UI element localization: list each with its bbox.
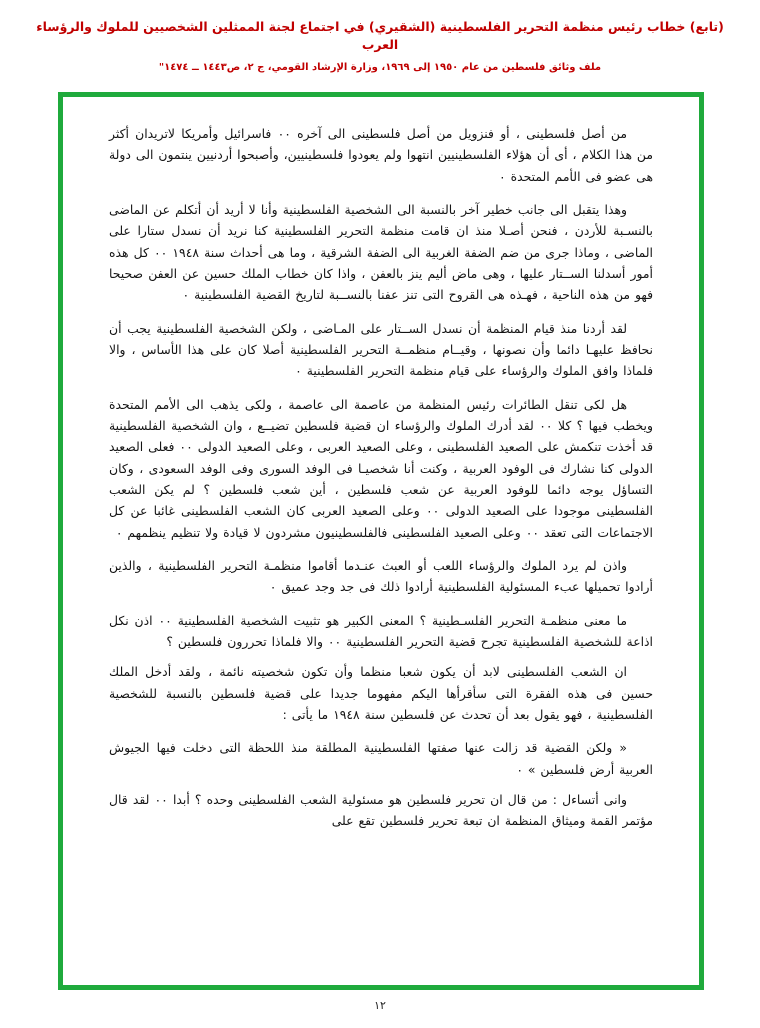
scanned-text-body	[63, 97, 699, 985]
page-header	[0, 0, 760, 75]
paragraph: لقد أردنا منذ قيام المنظمة أن نسدل الســتار على المـاضى ، ولكن الشخصية الفلسطينية يجب أن نحافظ عليهـا دائما وأن نصونها ، وقيــام منظمــة التحرير الفلسطينية أصلا كان على هذا الأساس ، والا فلماذا وافق الملوك والرؤساء على قيام منظمة التحرير الفلسطينية ٠	[109, 320, 653, 379]
paragraph: ان الشعب الفلسطينى لابد أن يكون شعبا منظما وأن تكون شخصيته نائمة ، ولقد أدخل الملك حسين فى هذه الفقرة التى سأقرأها اليكم مفهوما جديدا على قضية فلسطين بالنسبة للشخصية الفلسطينية ، فهو يقول بعد أن تحدث عن فلسطين سنة ١٩٤٨ ما يأتى :	[109, 664, 653, 722]
paragraph: هل لكى تنقل الطائرات رئيس المنظمة من عاصمة الى عاصمة ، ولكى يذهب الى الأمم المتحدة ويخطب فيها ؟ كلا ٠٠ لقد أدرك الملوك والرؤساء ان قضية فلسطين تضيــع ، وان الشخصية الفلسطينية قد أخذت تنكمش على الصعيد الفلسطينى ، وعلى الصعيد العربى ، وعلى الصعيد الدولى ٠٠ فعلى الصعيد الدولى كنا نشارك فى الوفود العربية ، وكنت أنا شخصيـا فى الوفد السورى وفى الوفد السعودى ، وكان التساؤل يوجه دائما للوفود العربية عن شعب فلسطين ، أين شعب فلسطين ؟ لم يكن الشعب الفلسطينى موجودا على الصعيد الدولى ٠٠ وعلى الصعيد العربى كان الشعب الفلسطينى غائبا عن كل الاجتماعات التى تعقد ٠٠ وعلى الصعيد الفلسطينى فالفلسطينيون مشردون لا قيادة ولا تنظيم ينظمهم ٠	[109, 396, 653, 540]
header-source-line: ملف وثائق فلسطين من عام ١٩٥٠ إلى ١٩٦٩، وزارة الإرشاد القومي، ج ٢، ص١٤٤٣ ــ ١٤٧٤"	[158, 62, 602, 74]
scanned-text-frame	[58, 92, 704, 990]
paragraph: ما معنى منظمـة التحرير الفلسـطينية ؟ المعنى الكبير هو تثبيت الشخصية الفلسطينية ٠٠ اذن نكل اذاعة للشخصية الفلسطينية تجرح قضية التحرير الفلسطينية ٠٠ والا فلماذا تحررون فلسطين ؟	[109, 612, 653, 649]
paragraph: من أصل فلسطينى ، أو فنزويل من أصل فلسطينى الى آخره ٠٠ فاسرائيل وأمريكا لاتريدان أكثر من هذا الكلام ، أى أن هؤلاء الفلسطينيين انتهوا ولم يعودوا فلسطينيين، وأصبحوا أردنيين ينتمون الى دولة هى عضو فى الأمم المتحدة ٠	[109, 126, 653, 184]
paragraph: وانى أتساءل : من قال ان تحرير فلسطين هو مسئولية الشعب الفلسطينى وحده ؟ أبدا ٠٠ لقد قال مؤتمر القمة وميثاق المنظمة ان تبعة تحرير فلسطين تقع على	[109, 791, 653, 829]
header-title: (تابع) خطاب رئيس منظمة التحرير الفلسطينية (الشقيري) في اجتماع لجنة الممثلين الشخصيين للملوك والرؤساء العرب	[36, 19, 724, 53]
quoted-paragraph: « ولكن القضية قد زالت عنها صفتها الفلسطينية المطلقة منذ اللحظة التى دخلت فيها الجيوش العربية أرض فلسطين » ٠	[109, 740, 653, 777]
paragraph: وهذا يتقبل الى جانب خطير آخر بالنسبة الى الشخصية الفلسطينية وأنا لا أريد أن أتكلم عن الماضى بالنسـبة للأردن ، فنحن أصـلا منذ ان قامت منظمة التحرير الفلسطينية كنا نريد أن نسدل ستارا على الماضى ، وماذا جرى من ضم الضفة الغربية الى الضفة الشرقية ، وما هى أحداث سنة ١٩٤٨ ٠٠ كل هذه أمور أسدلنا الســتار عليها ، وهى ماض أليم ينز بالعفن ، واذا كان خطاب الملك حسين عن العفن صحيحا فهو من هذه الناحية ، فهـذه هى القروح التى تنز عفنا بالنســبة لتاريخ القضية الفلسطينية ٠	[109, 201, 653, 303]
page-number: ١٢	[374, 999, 386, 1012]
paragraph: واذن لم يرد الملوك والرؤساء اللعب أو العبث عنـدما أقاموا منظمـة التحرير الفلسطينية ، والذين أرادوا تحميلها عبء المسئولية الفلسطينية أرادوا ذلك فى جد وجد عميق ٠	[109, 557, 653, 595]
